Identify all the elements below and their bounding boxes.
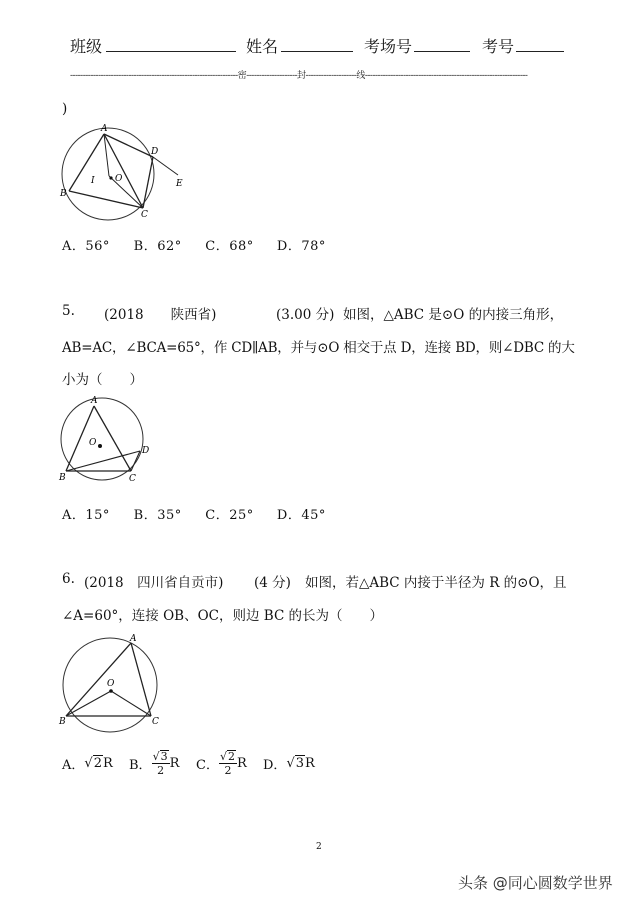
- prev-option-c[interactable]: C．68°: [205, 239, 254, 254]
- q6-figure: [56, 633, 171, 738]
- q6-option-a-radicand: 2: [93, 756, 102, 771]
- q5-circle: [61, 398, 143, 480]
- class-blank: [106, 51, 236, 52]
- q6-option-b-numerator: 3: [160, 750, 168, 763]
- q6-label-o: O: [107, 679, 115, 689]
- exam-room-label: 考场号: [364, 37, 413, 56]
- exam-no-blank: [516, 51, 564, 52]
- prev-option-b[interactable]: B．62°: [133, 239, 182, 254]
- q5-label-a: A: [91, 396, 98, 406]
- q6-line1: 如图，若△ABC 内接于半径为 R 的⊙O，且: [305, 575, 567, 591]
- q5-line3: 小为（ ）: [62, 372, 143, 388]
- q5-option-c[interactable]: C．25°: [205, 508, 254, 523]
- watermark: 头条 @同心圆数学世界: [458, 874, 613, 892]
- q5-label-d: D: [142, 446, 150, 456]
- class-label: 班级: [70, 37, 103, 56]
- q6-option-c-numerator: 2: [227, 750, 235, 763]
- q6-option-d-suffix: R: [305, 755, 315, 771]
- sqrt-icon: √: [84, 755, 93, 771]
- q6-option-b-fraction: [152, 750, 170, 776]
- prev-label-e: E: [176, 179, 183, 189]
- q5-option-d[interactable]: D．45°: [276, 508, 326, 523]
- sqrt-icon: √: [152, 750, 160, 763]
- q5-figure: [56, 393, 161, 488]
- q5-option-b[interactable]: B．35°: [133, 508, 182, 523]
- page-number: 2: [316, 842, 322, 852]
- q5-source: (2018 陕西省): [104, 307, 217, 323]
- q6-option-a[interactable]: [62, 754, 129, 773]
- exam-room-blank: [414, 51, 470, 52]
- q6-source: (2018 四川省自贡市): [84, 575, 224, 591]
- q6-line2: ∠A=60°，连接 OB、OC，则边 BC 的长为（ ）: [62, 608, 384, 624]
- q6-option-a-letter: A．: [62, 757, 85, 773]
- prev-options: [62, 235, 326, 254]
- q5-line2: AB=AC，∠BCA=65°，作 CD∥AB，并与⊙O 相交于点 D，连接 BD，则∠DBC 的大: [62, 340, 575, 356]
- q6-option-d[interactable]: [263, 754, 315, 773]
- q6-label-b: B: [59, 717, 66, 727]
- prev-label-o: O: [115, 174, 123, 184]
- q6-label-a: A: [130, 634, 137, 644]
- q6-option-b-suffix: R: [169, 755, 180, 771]
- q6-options: [62, 750, 315, 776]
- seal-line: ------------------------------------------------------------------密--------------------封--------------------线----------------------------------------------------------------: [70, 71, 528, 81]
- q5-label-b: B: [59, 473, 66, 483]
- q6-option-b-denominator: 2: [157, 764, 165, 777]
- q6-option-c-fraction: [219, 750, 237, 776]
- sqrt-icon: √: [219, 750, 227, 763]
- prev-label-a: A: [101, 124, 108, 134]
- prev-question-tail: ): [62, 101, 68, 117]
- q6-option-a-suffix: R: [102, 755, 113, 771]
- q6-option-c-letter: C．: [196, 757, 219, 773]
- q6-option-d-letter: D．: [263, 757, 287, 773]
- q6-option-b[interactable]: [129, 750, 196, 776]
- prev-option-d[interactable]: D．78°: [276, 239, 326, 254]
- sqrt-icon: √: [286, 755, 295, 771]
- exam-no-label: 考号: [482, 37, 515, 56]
- prev-label-b: B: [60, 189, 67, 199]
- q5-number: 5.: [62, 303, 75, 319]
- q6-label-c: C: [152, 717, 159, 727]
- q5-line1: 如图，△ABC 是⊙O 的内接三角形，: [343, 307, 564, 323]
- prev-figure: [58, 120, 193, 225]
- q5-label-c: C: [129, 474, 136, 484]
- prev-label-c: C: [141, 210, 148, 220]
- q6-option-c-denominator: 2: [224, 764, 232, 777]
- q5-label-o: O: [89, 438, 97, 448]
- q5-options: [62, 504, 326, 523]
- q5-option-a[interactable]: A．15°: [62, 508, 110, 523]
- q6-option-c-suffix: R: [236, 755, 247, 771]
- name-blank: [281, 51, 353, 52]
- q6-option-c[interactable]: [196, 750, 263, 776]
- q6-number: 6.: [62, 571, 75, 587]
- prev-label-d: D: [151, 147, 159, 157]
- q5-score: (3.00 分): [276, 307, 335, 323]
- q6-option-b-letter: B．: [129, 757, 152, 773]
- q6-score: (4 分): [254, 575, 291, 591]
- prev-option-a[interactable]: A．56°: [62, 239, 110, 254]
- q6-option-d-radicand: 3: [295, 756, 305, 771]
- prev-label-i: I: [91, 176, 95, 186]
- name-label: 姓名: [246, 37, 279, 56]
